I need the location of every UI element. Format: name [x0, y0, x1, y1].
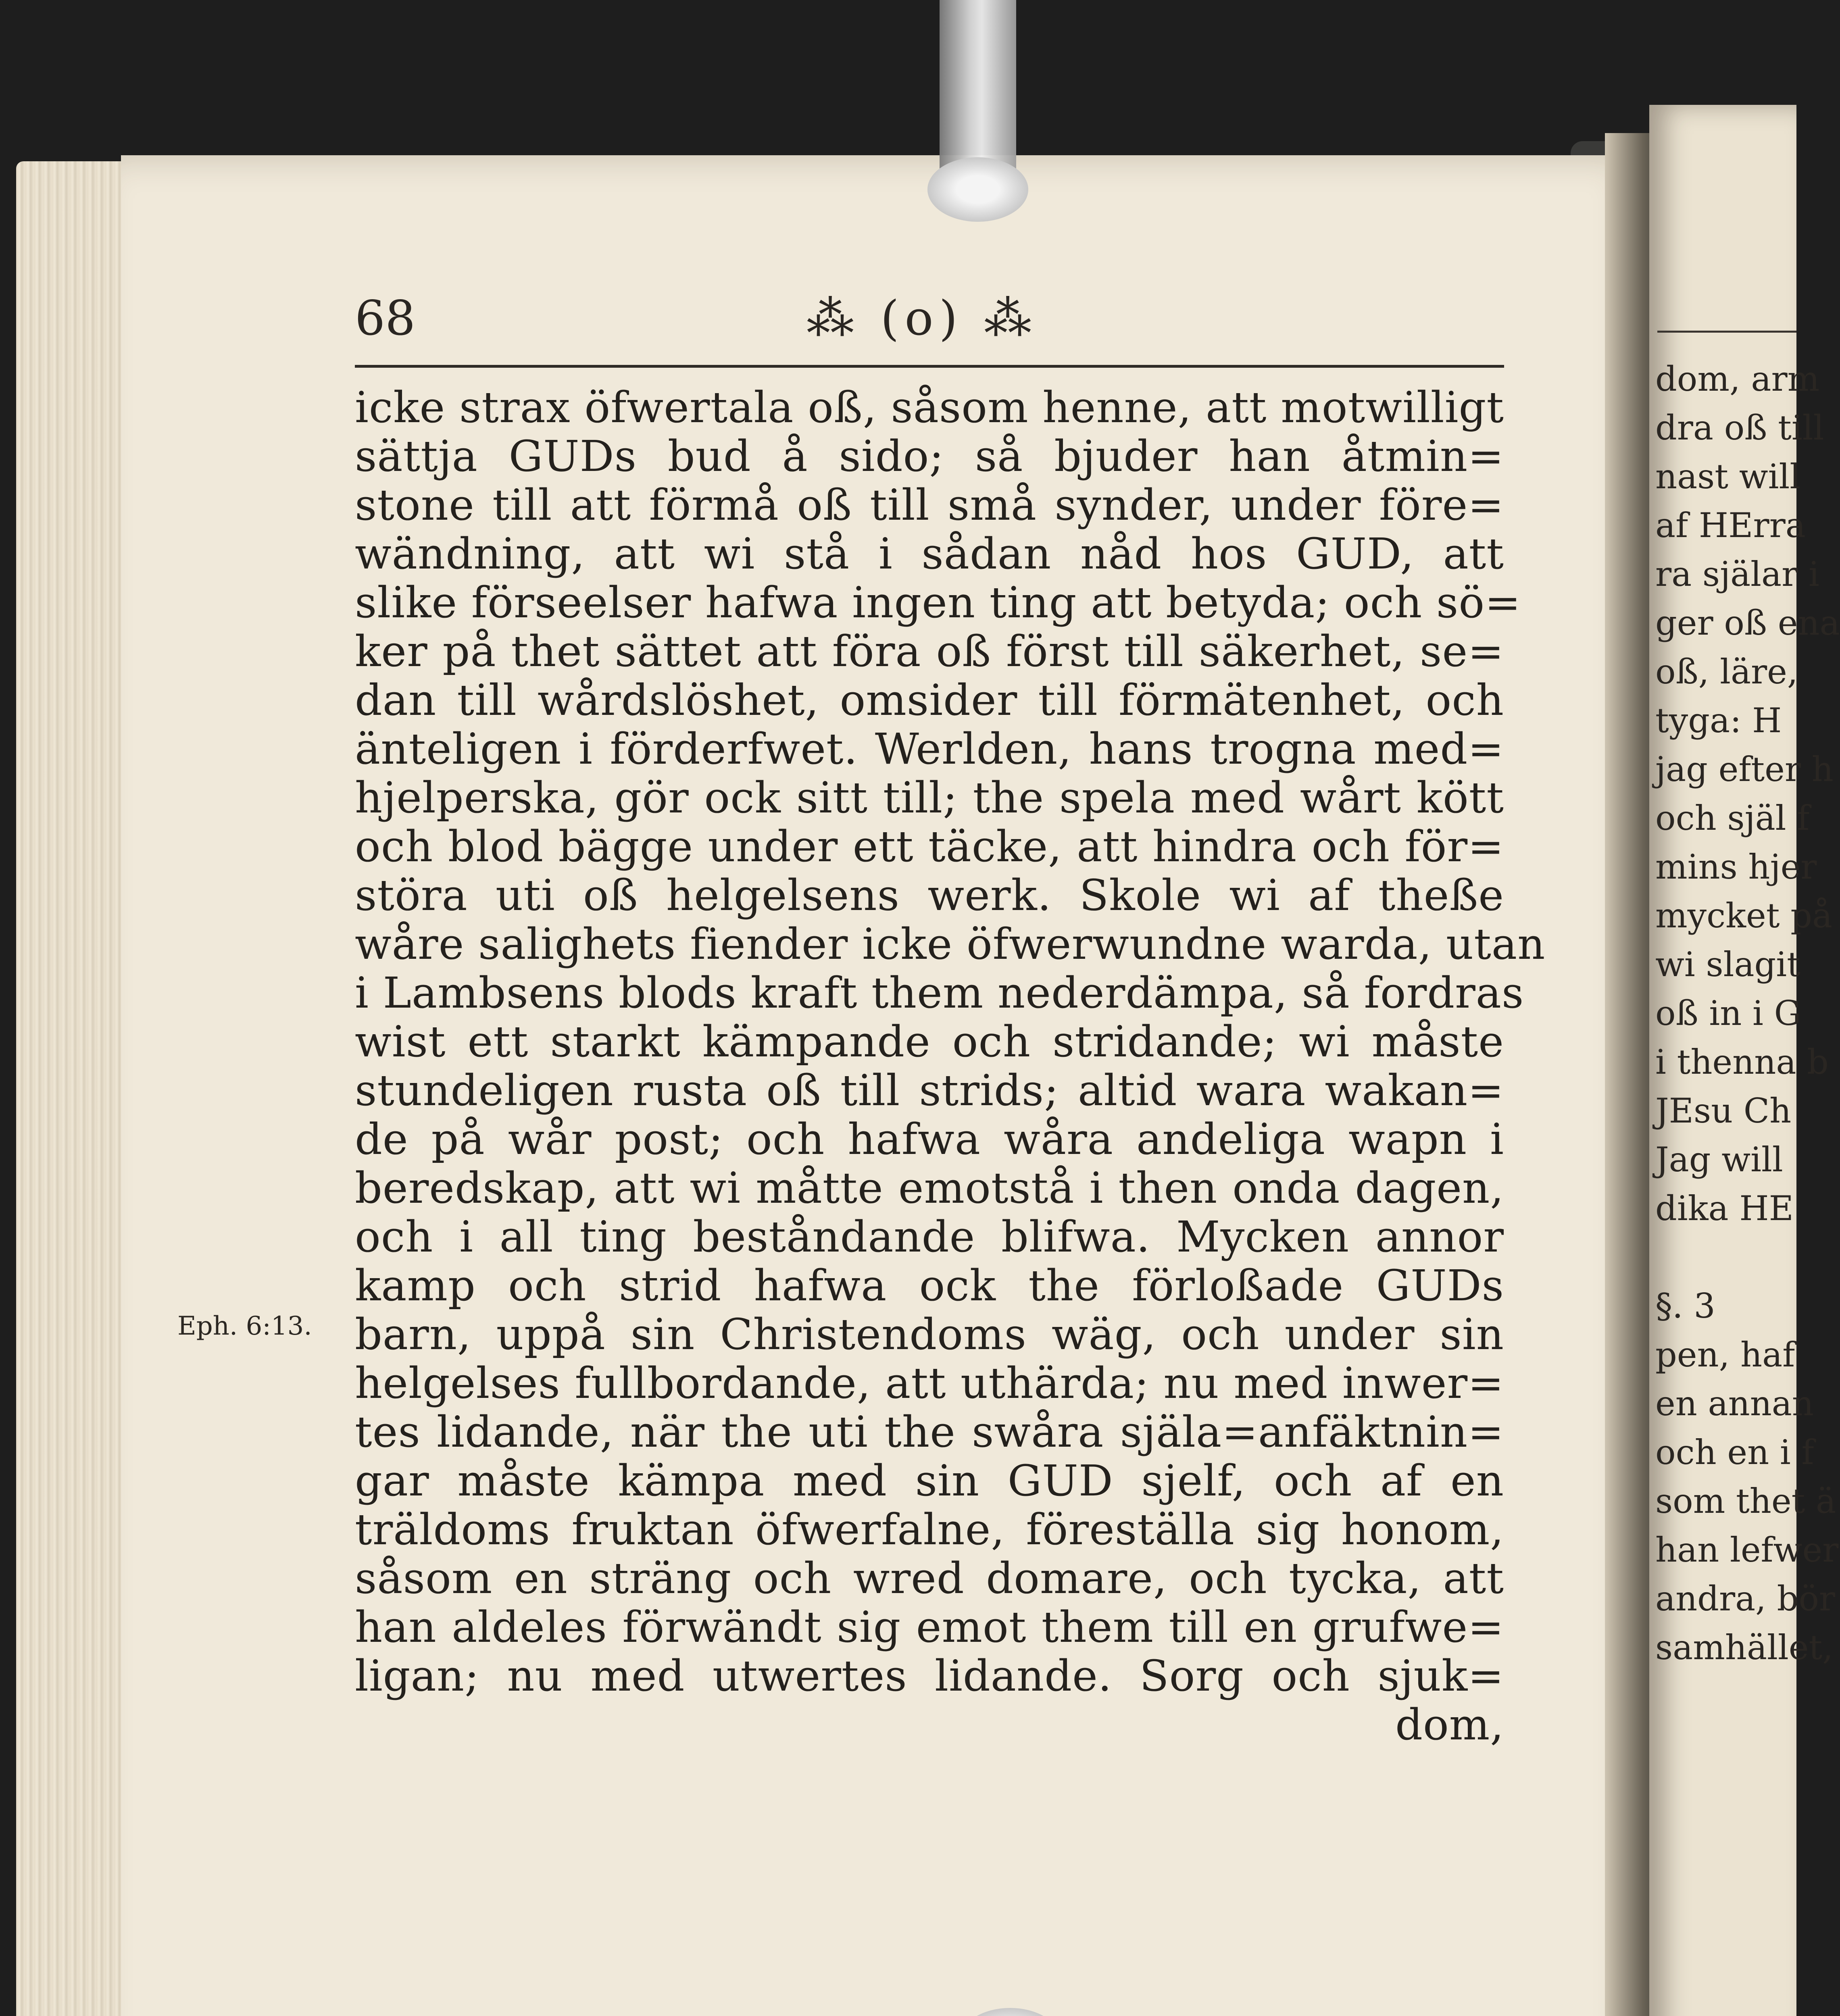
text-line: hjelperska, gör ock sitt till; the spela med wårt kött	[355, 773, 1504, 823]
facing-text-line: och en i f	[1655, 1433, 1814, 1472]
facing-text-line: jag efter h	[1655, 750, 1834, 789]
text-line: störa uti oß helgelsens werk. Skole wi af theße	[355, 871, 1504, 920]
text-line: barn, uppå sin Christendoms wäg, och under sin	[355, 1310, 1504, 1359]
facing-text-line	[1655, 1233, 1796, 1282]
facing-text-line: oß in i G	[1655, 993, 1801, 1033]
text-line: och i all ting beståndande blifwa. Mycken annor	[355, 1212, 1504, 1262]
facing-text-line: mycket på	[1655, 896, 1833, 935]
facing-text-line: samhället,	[1655, 1628, 1833, 1667]
facing-page-rule	[1657, 331, 1796, 333]
facing-page-text	[1655, 355, 1840, 1672]
facing-text-line: andra, bör	[1655, 1579, 1836, 1618]
text-line: och blod bägge under ett täcke, att hindra och för=	[355, 822, 1504, 871]
text-line: dom,	[1395, 1700, 1504, 1749]
facing-text-line: dra oß till	[1655, 408, 1824, 448]
text-line: stone till att förmå oß till små synder, under före=	[355, 480, 1504, 530]
text-line: änteligen i förderfwet. Werlden, hans trogna med=	[355, 724, 1504, 774]
text-line: ligan; nu med utwertes lidande. Sorg och sjuk=	[355, 1651, 1504, 1701]
text-line: ker på thet sättet att föra oß först till säkerhet, se=	[355, 627, 1504, 676]
facing-text-line: som thet ä	[1655, 1481, 1836, 1521]
facing-text-line: i thenna b	[1655, 1042, 1829, 1082]
facing-text-line: tyga: H	[1655, 701, 1782, 740]
facing-text-line: dom, arm	[1655, 359, 1820, 399]
text-line: kamp och strid hafwa ock the förloßade GUDs	[355, 1261, 1504, 1310]
text-line: såsom en sträng och wred domare, och tycka, att	[355, 1554, 1504, 1603]
body-text	[355, 383, 1546, 1749]
text-line: wåre salighets fiender icke öfwerwundne warda, utan	[355, 919, 1546, 969]
facing-text-line: mins hjer	[1655, 847, 1817, 887]
text-line: helgelses fullbordande, att uthärda; nu med inwer=	[355, 1358, 1504, 1408]
text-line: slike förseelser hafwa ingen ting att betyda; och sö=	[355, 578, 1521, 627]
text-line: icke strax öfwertala oß, såsom henne, att motwilligt	[355, 383, 1504, 432]
text-line: han aldeles förwändt sig emot them till en grufwe=	[355, 1602, 1504, 1652]
facing-text-line: ra själar i	[1655, 554, 1819, 594]
text-line: gar måste kämpa med sin GUD sjelf, och af en	[355, 1456, 1504, 1506]
text-line: i Lambsens blods kraft them nederdämpa, så fordras	[355, 968, 1524, 1018]
text-line: stundeligen rusta oß till strids; altid wara wakan=	[355, 1066, 1504, 1115]
text-line: träldoms fruktan öfwerfalne, föreställa sig honom,	[355, 1505, 1504, 1554]
page-number: 68	[355, 290, 416, 346]
top-clip	[940, 0, 1016, 169]
margin-note: Eph. 6:13.	[177, 1311, 312, 1341]
top-clip-end	[927, 157, 1028, 222]
header-ornament: ⁂ (o) ⁂	[806, 290, 1038, 346]
facing-text-line: af HErra	[1655, 506, 1806, 545]
running-head	[355, 278, 1504, 359]
facing-text-line: §. 3	[1655, 1286, 1715, 1326]
facing-text-line: en annan	[1655, 1384, 1814, 1423]
facing-text-line: nast will	[1655, 457, 1801, 496]
text-line: tes lidande, när the uti the swåra själa=anfäktnin=	[355, 1407, 1504, 1457]
text-line: wist ett starkt kämpande och stridande; wi måste	[355, 1017, 1504, 1066]
text-line: dan till wårdslöshet, omsider till förmätenhet, och	[355, 675, 1504, 725]
text-line: sättja GUDs bud å sido; så bjuder han åtmin=	[355, 431, 1504, 481]
facing-text-line: dika HE	[1655, 1189, 1794, 1228]
facing-text-line: JEsu Ch	[1655, 1091, 1792, 1131]
text-line: de på wår post; och hafwa wåra andeliga wapn i	[355, 1114, 1504, 1164]
facing-text-line: och själ f	[1655, 798, 1810, 838]
page-edges	[16, 161, 137, 2016]
header-rule	[355, 365, 1504, 368]
facing-text-line: oß, läre,	[1655, 652, 1798, 691]
facing-text-line: ger oß ena	[1655, 603, 1840, 643]
facing-text-line: han lefwer	[1655, 1530, 1839, 1570]
facing-text-line: pen, haf	[1655, 1335, 1795, 1375]
facing-text-line: wi slagit	[1655, 945, 1800, 984]
facing-text-line: Jag will	[1655, 1140, 1783, 1179]
text-line: wändning, att wi stå i sådan nåd hos GUD, att	[355, 529, 1504, 579]
text-line: beredskap, att wi måtte emotstå i then onda dagen,	[355, 1163, 1504, 1213]
